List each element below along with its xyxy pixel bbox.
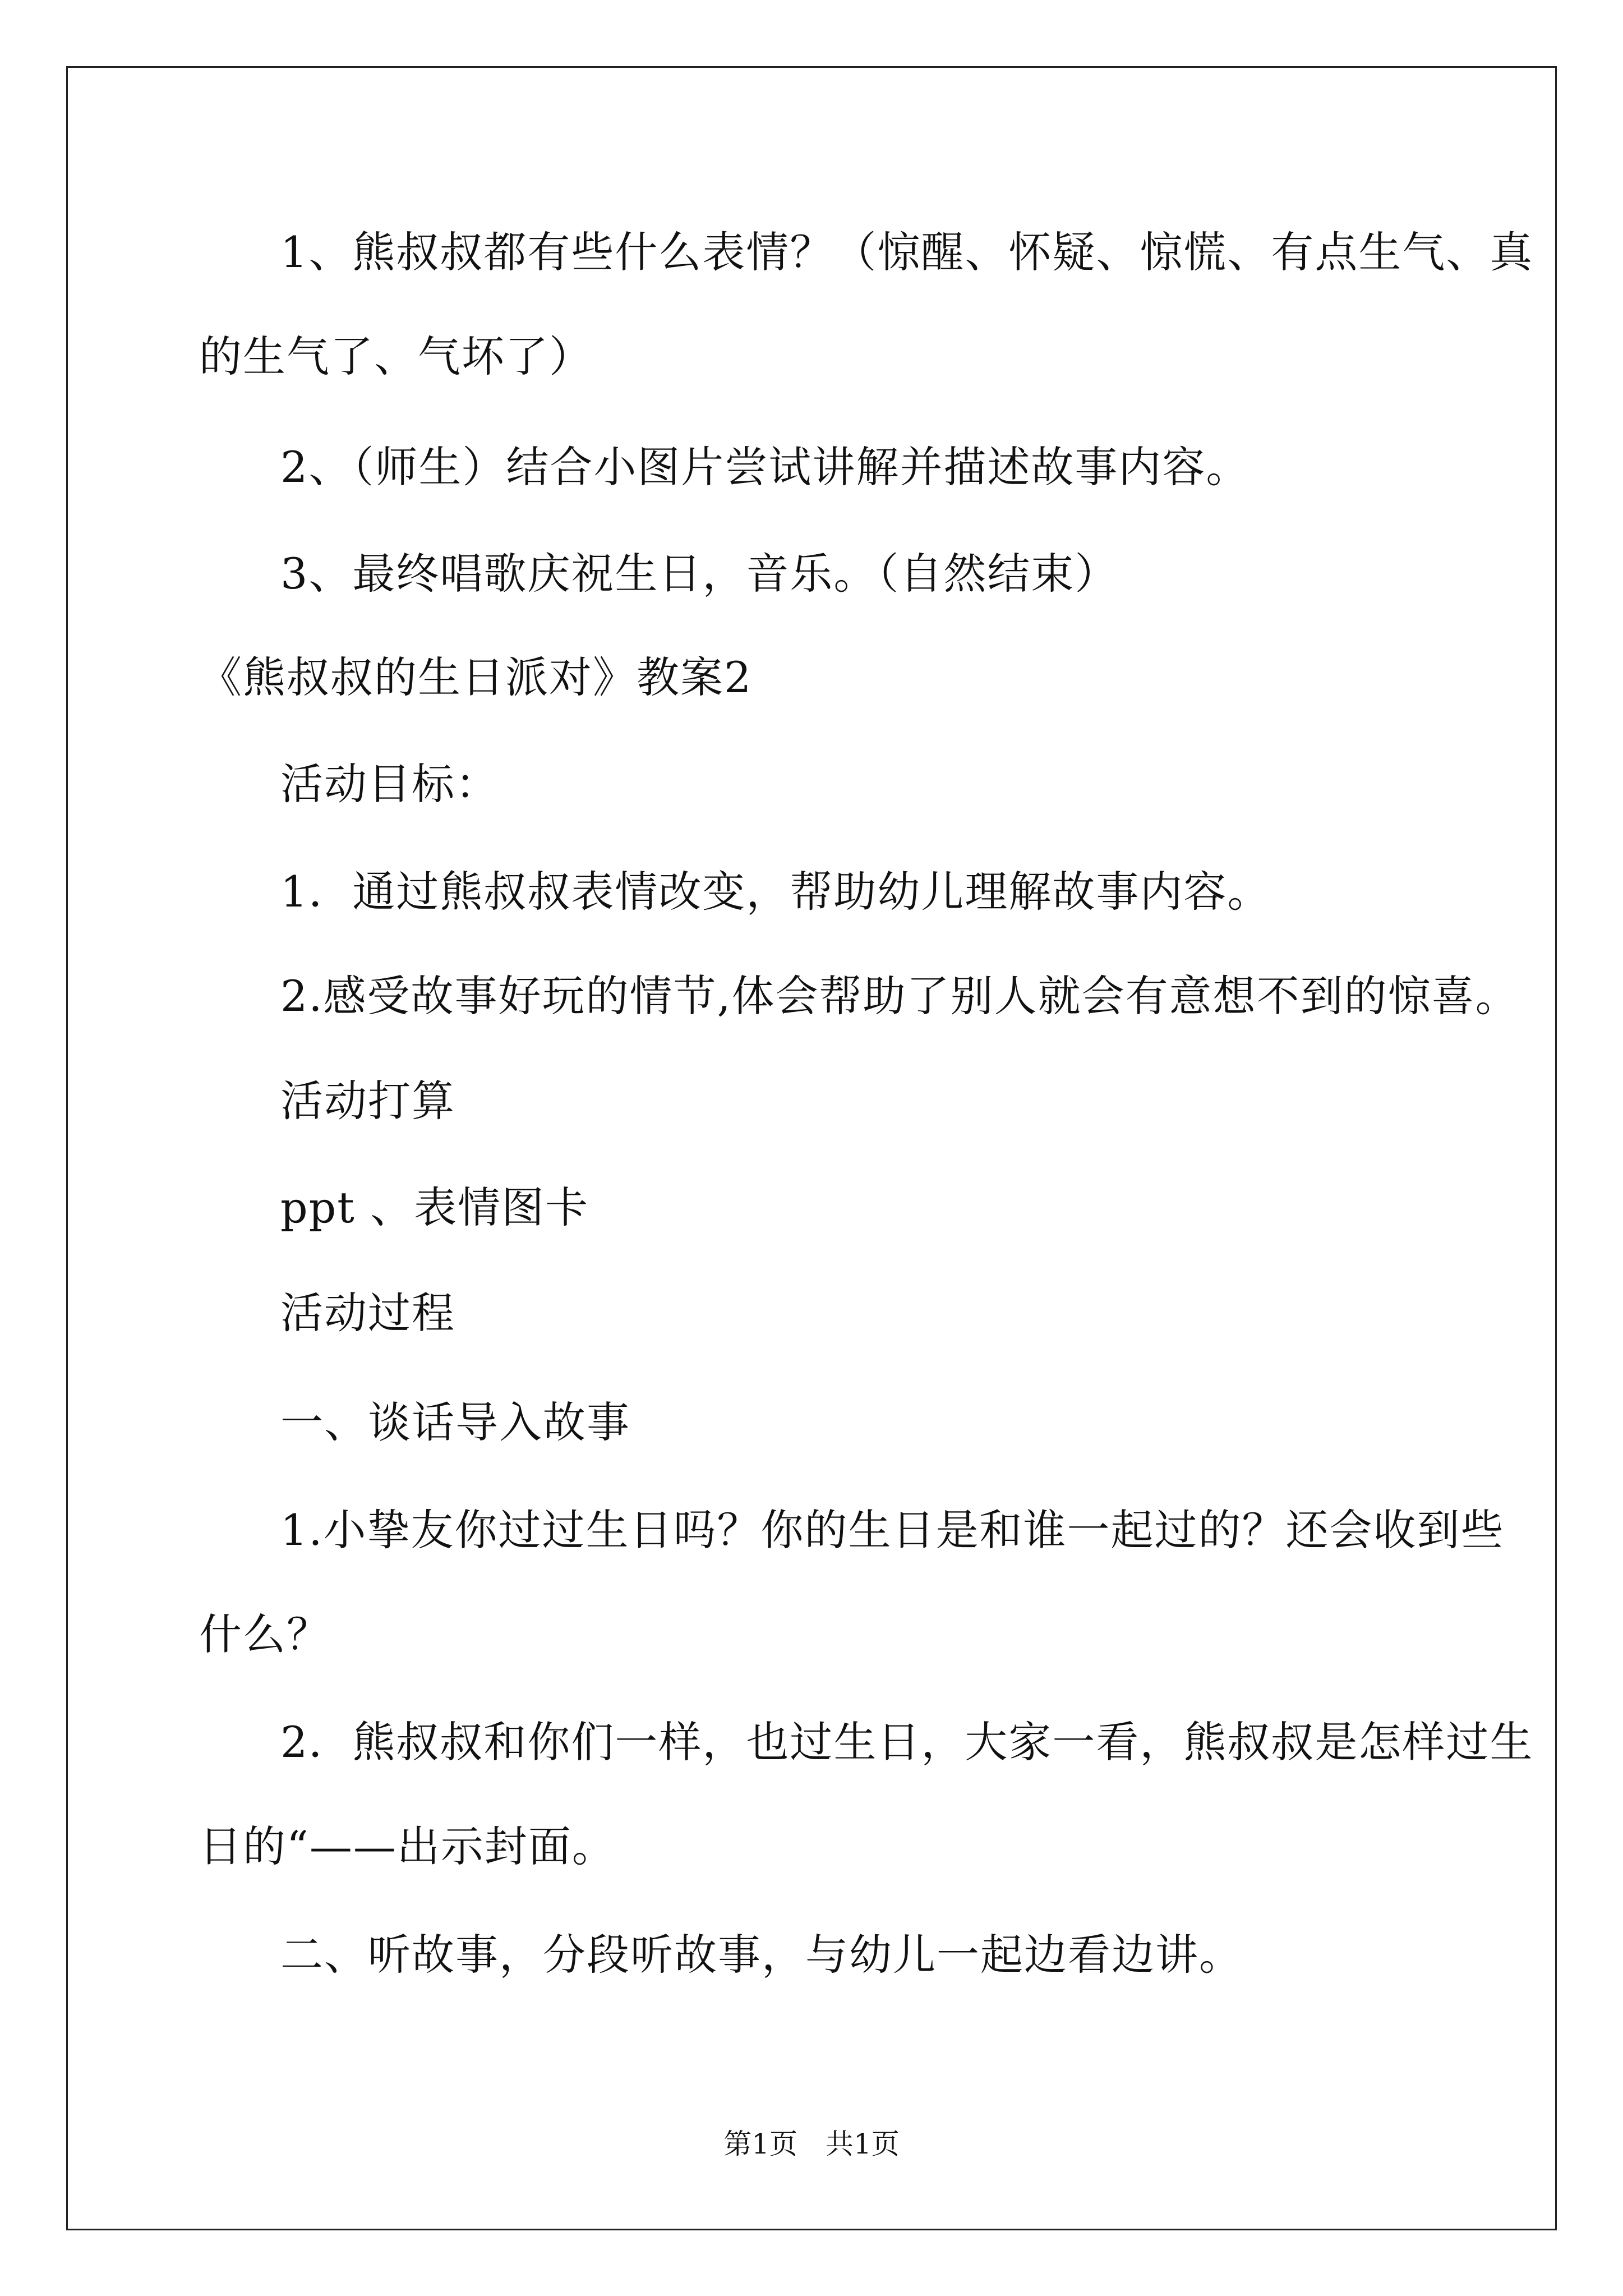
section-title: 《熊叔叔的生日派对》教案2 xyxy=(199,652,753,702)
paragraph-line: 的生气了、气坏了） xyxy=(199,332,593,381)
paragraph-line: 1．通过熊叔叔表情改变，帮助幼儿理解故事内容。 xyxy=(280,867,1271,917)
paragraph-line: 3、最终唱歌庆祝生日，音乐。（自然结束） xyxy=(280,549,1119,599)
page-border xyxy=(66,66,1557,2230)
paragraph-line: 什么？ xyxy=(199,1609,330,1659)
page-footer: 第1页 共1页 xyxy=(723,2128,900,2160)
paragraph-line: ppt 、表情图卡 xyxy=(280,1182,589,1232)
paragraph-line: 1、熊叔叔都有些什么表情？（惊醒、怀疑、惊慌、有点生气、真 xyxy=(280,227,1534,277)
paragraph-line: 活动打算 xyxy=(280,1076,455,1126)
paragraph-line: 2．熊叔叔和你们一样，也过生日，大家一看，熊叔叔是怎样过生 xyxy=(280,1717,1534,1767)
paragraph-line: 一、谈话导入故事 xyxy=(280,1397,630,1447)
paragraph-line: 2、（师生）结合小图片尝试讲解并描述故事内容。 xyxy=(280,442,1250,492)
paragraph-line: 2.感受故事好玩的情节,体会帮助了别人就会有意想不到的惊喜。 xyxy=(280,971,1519,1021)
paragraph-line: 二、听故事，分段听故事，与幼儿一起边看边讲。 xyxy=(280,1930,1243,1980)
paragraph-line: 日的“——出示封面。 xyxy=(199,1821,616,1871)
paragraph-line: 1.小挚友你过过生日吗？你的生日是和谁一起过的？还会收到些 xyxy=(280,1505,1505,1555)
paragraph-line: 活动过程 xyxy=(280,1288,455,1338)
paragraph-line: 活动目标： xyxy=(280,759,499,809)
